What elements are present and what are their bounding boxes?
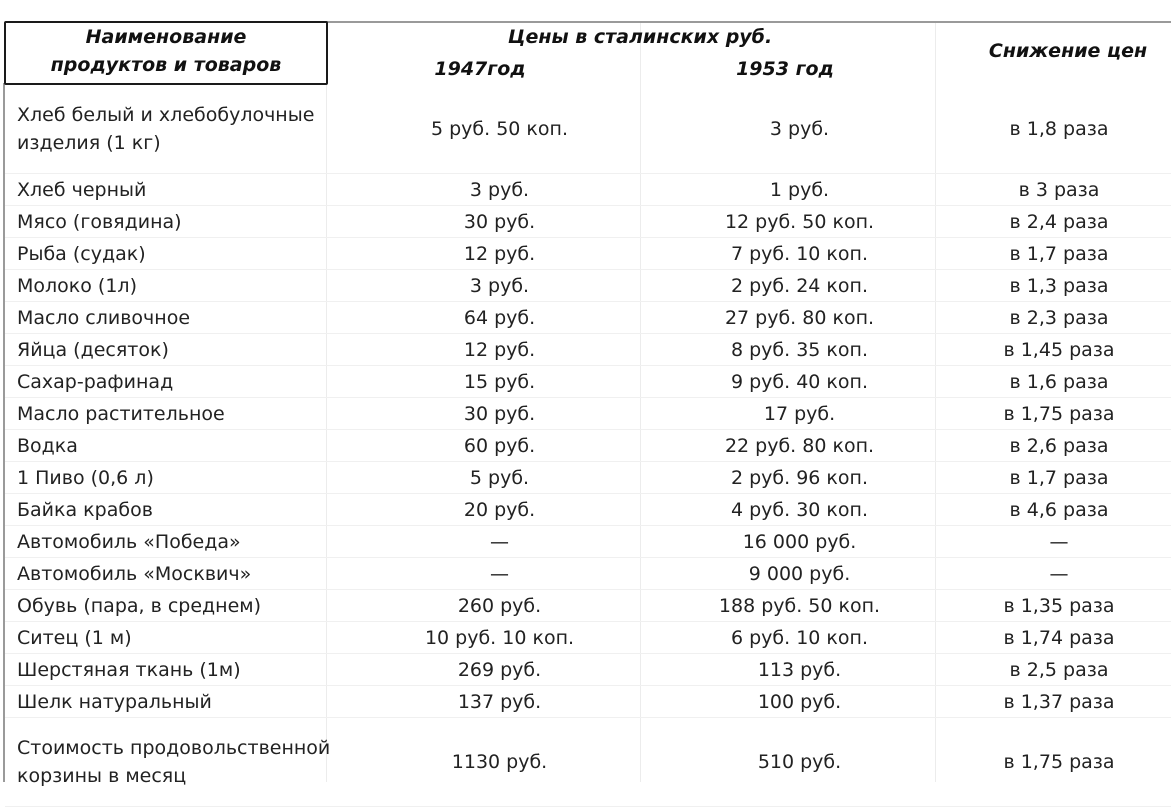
price-1947-cell: 1130 руб.: [347, 718, 652, 807]
product-name-cell: Автомобиль «Москвич»: [5, 558, 347, 590]
price-1947-cell: 269 руб.: [347, 654, 652, 686]
price-1947-cell: 12 руб.: [347, 238, 652, 270]
price-1953-cell: 17 руб.: [652, 398, 947, 430]
price-1953-cell: 1 руб.: [652, 174, 947, 206]
table-row: [5, 270, 1171, 302]
reduction-cell: в 2,5 раза: [947, 654, 1171, 686]
table-row: [5, 302, 1171, 334]
price-1953-cell: 22 руб. 80 коп.: [652, 430, 947, 462]
reduction-cell: в 1,75 раза: [947, 398, 1171, 430]
reduction-cell: в 2,6 раза: [947, 430, 1171, 462]
price-table: [5, 85, 1171, 807]
table-row: [5, 238, 1171, 270]
price-1947-cell: 20 руб.: [347, 494, 652, 526]
price-1953-cell: 6 руб. 10 коп.: [652, 622, 947, 654]
product-name-cell: Мясо (говядина): [5, 206, 347, 238]
table-row: [5, 494, 1171, 526]
price-1953-cell: 113 руб.: [652, 654, 947, 686]
price-1953-cell: 188 руб. 50 коп.: [652, 590, 947, 622]
product-name-cell: Ситец (1 м): [5, 622, 347, 654]
price-1947-cell: 5 руб.: [347, 462, 652, 494]
price-1953-cell: 2 руб. 24 коп.: [652, 270, 947, 302]
price-1953-cell: 2 руб. 96 коп.: [652, 462, 947, 494]
price-1953-cell: 8 руб. 35 коп.: [652, 334, 947, 366]
product-name-cell: Байка крабов: [5, 494, 347, 526]
reduction-cell: в 1,3 раза: [947, 270, 1171, 302]
header-year-1947: 1947год: [434, 58, 526, 80]
header-year-1953: 1953 год: [736, 58, 834, 80]
header-name-line1: Наименование: [85, 26, 247, 48]
price-1953-cell: 9 руб. 40 коп.: [652, 366, 947, 398]
product-name-cell: Автомобиль «Победа»: [5, 526, 347, 558]
product-name-cell: Стоимость продовольственной корзины в месяц: [5, 718, 347, 807]
reduction-cell: в 1,8 раза: [947, 85, 1171, 174]
product-name-cell: Рыба (судак): [5, 238, 347, 270]
reduction-cell: в 1,75 раза: [947, 718, 1171, 807]
product-name-cell: Молоко (1л): [5, 270, 347, 302]
price-1947-cell: 5 руб. 50 коп.: [347, 85, 652, 174]
reduction-cell: в 1,45 раза: [947, 334, 1171, 366]
table-row: [5, 686, 1171, 718]
price-1953-cell: 3 руб.: [652, 85, 947, 174]
product-name-cell: Шерстяная ткань (1м): [5, 654, 347, 686]
table-row: [5, 654, 1171, 686]
price-1953-cell: 16 000 руб.: [652, 526, 947, 558]
reduction-cell: в 2,4 раза: [947, 206, 1171, 238]
price-1947-cell: —: [347, 526, 652, 558]
reduction-cell: в 2,3 раза: [947, 302, 1171, 334]
reduction-cell: в 1,74 раза: [947, 622, 1171, 654]
table-row: [5, 590, 1171, 622]
product-name-cell: Водка: [5, 430, 347, 462]
price-1947-cell: 60 руб.: [347, 430, 652, 462]
price-1947-cell: 3 руб.: [347, 174, 652, 206]
header-reduction: Снижение цен: [988, 40, 1148, 62]
product-name-cell: 1 Пиво (0,6 л): [5, 462, 347, 494]
reduction-cell: —: [947, 558, 1171, 590]
header-price-group: Цены в сталинских руб.: [507, 26, 773, 48]
table-row: [5, 85, 1171, 174]
price-1953-cell: 4 руб. 30 коп.: [652, 494, 947, 526]
product-name-cell: Хлеб черный: [5, 174, 347, 206]
price-1953-cell: 100 руб.: [652, 686, 947, 718]
table-row: [5, 334, 1171, 366]
price-1947-cell: 260 руб.: [347, 590, 652, 622]
price-1947-cell: 137 руб.: [347, 686, 652, 718]
product-name-cell: Масло растительное: [5, 398, 347, 430]
price-1947-cell: 15 руб.: [347, 366, 652, 398]
reduction-cell: в 1,7 раза: [947, 238, 1171, 270]
reduction-cell: в 1,7 раза: [947, 462, 1171, 494]
table-row: [5, 718, 1171, 807]
price-1947-cell: 64 руб.: [347, 302, 652, 334]
table-row: [5, 622, 1171, 654]
table-row: [5, 174, 1171, 206]
product-name-cell: Сахар-рафинад: [5, 366, 347, 398]
reduction-cell: в 3 раза: [947, 174, 1171, 206]
price-1947-cell: 30 руб.: [347, 398, 652, 430]
table-row: [5, 462, 1171, 494]
price-1953-cell: 510 руб.: [652, 718, 947, 807]
product-name-cell: Обувь (пара, в среднем): [5, 590, 347, 622]
product-name-cell: Шелк натуральный: [5, 686, 347, 718]
table-row: [5, 558, 1171, 590]
table-row: [5, 430, 1171, 462]
price-1947-cell: 12 руб.: [347, 334, 652, 366]
reduction-cell: в 4,6 раза: [947, 494, 1171, 526]
price-1947-cell: 3 руб.: [347, 270, 652, 302]
price-1947-cell: 30 руб.: [347, 206, 652, 238]
table-row: [5, 366, 1171, 398]
table-row: [5, 206, 1171, 238]
header-name-line2: продуктов и товаров: [50, 54, 282, 76]
price-1947-cell: —: [347, 558, 652, 590]
price-1953-cell: 12 руб. 50 коп.: [652, 206, 947, 238]
price-1953-cell: 27 руб. 80 коп.: [652, 302, 947, 334]
product-name-cell: Масло сливочное: [5, 302, 347, 334]
top-border: [326, 21, 1171, 23]
reduction-cell: в 1,37 раза: [947, 686, 1171, 718]
price-1953-cell: 9 000 руб.: [652, 558, 947, 590]
product-name-cell: Яйца (десяток): [5, 334, 347, 366]
price-1953-cell: 7 руб. 10 коп.: [652, 238, 947, 270]
reduction-cell: —: [947, 526, 1171, 558]
price-1947-cell: 10 руб. 10 коп.: [347, 622, 652, 654]
reduction-cell: в 1,6 раза: [947, 366, 1171, 398]
table-row: [5, 526, 1171, 558]
table-row: [5, 398, 1171, 430]
reduction-cell: в 1,35 раза: [947, 590, 1171, 622]
product-name-cell: Хлеб белый и хлебобулочные изделия (1 кг): [5, 85, 347, 174]
